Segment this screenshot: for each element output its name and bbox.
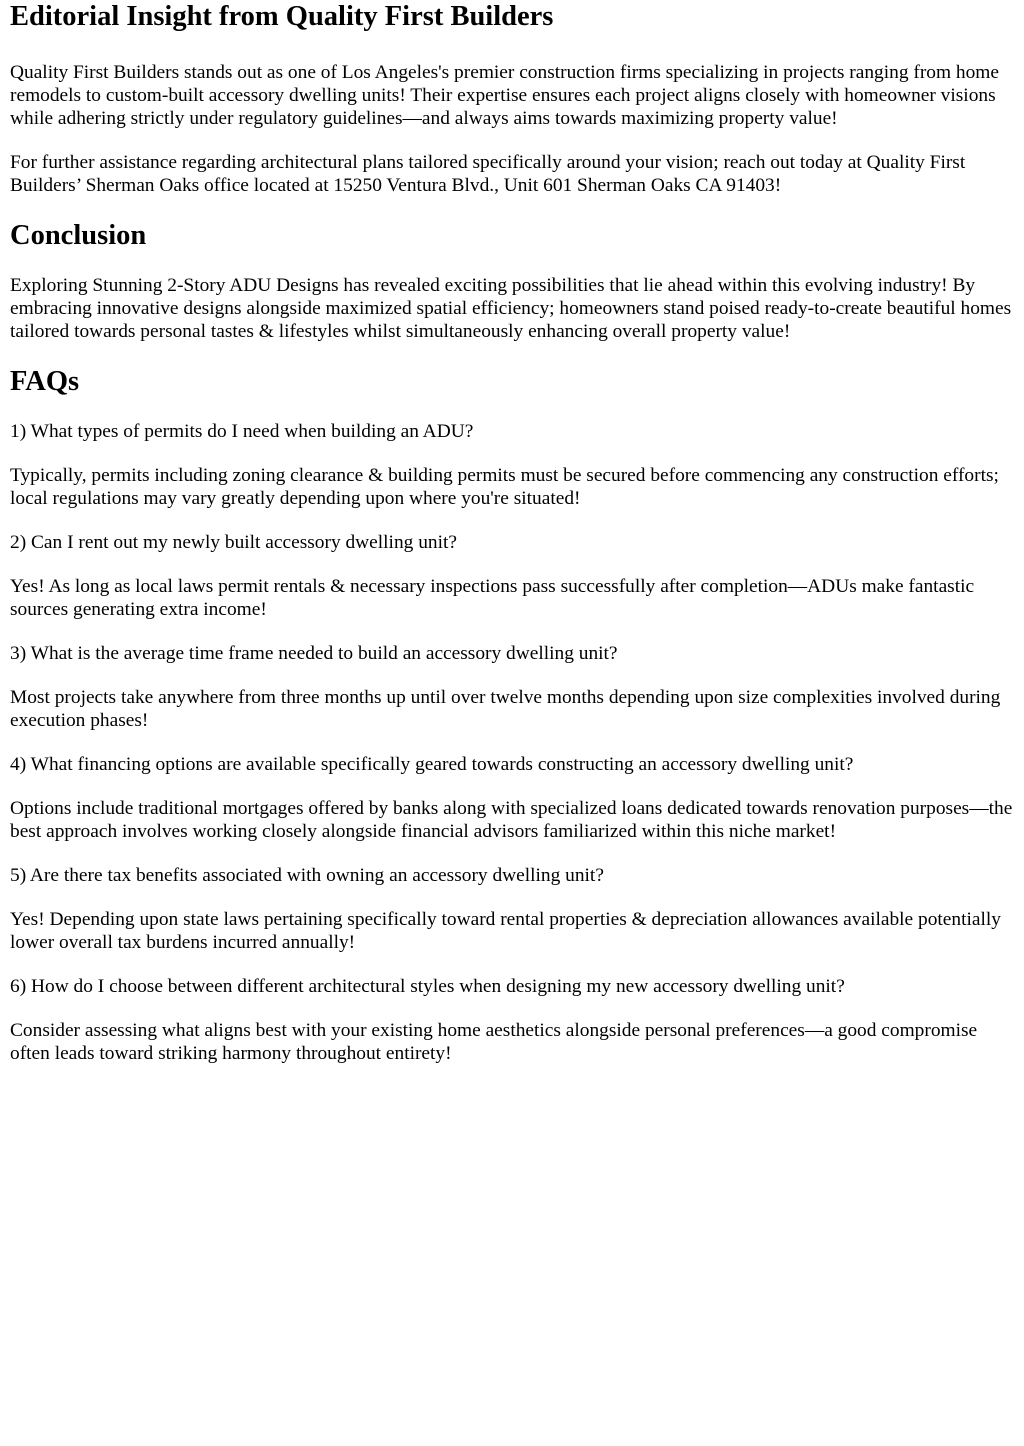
faqs-heading: FAQs	[10, 366, 80, 397]
faq-list	[10, 420, 1014, 1065]
faq-question: 2) Can I rent out my newly built accessory dwelling unit?	[10, 532, 457, 553]
faq-answer: Yes! Depending upon state laws pertaining specifically toward rental properties & depreciation allowances available potentially lower overall tax burdens incurred annually!	[10, 909, 1001, 953]
faq-item	[10, 420, 1014, 510]
faq-answer: Yes! As long as local laws permit rentals & necessary inspections pass successfully after completion—ADUs make fantastic sources generating extra income!	[10, 576, 975, 620]
conclusion-paragraph: Exploring Stunning 2-Story ADU Designs has revealed exciting possibilities that lie ahead within this evolving industry! By embracing innovative designs alongside maximized spatial efficiency; homeowners stand poised ready-to-create beautiful homes tailored towards personal tastes & lifestyles whilst simultaneously enhancing overall property value!	[10, 275, 1012, 342]
faq-item	[10, 642, 1014, 732]
faq-question: 4) What financing options are available specifically geared towards constructing an accessory dwelling unit?	[10, 754, 854, 775]
faq-answer: Most projects take anywhere from three months up until over twelve months depending upon size complexities involved during execution phases!	[10, 687, 1001, 731]
conclusion-heading: Conclusion	[10, 220, 147, 251]
faq-question: 6) How do I choose between different architectural styles when designing my new accessory dwelling unit?	[10, 976, 845, 997]
faq-question: 5) Are there tax benefits associated with owning an accessory dwelling unit?	[10, 865, 604, 886]
faq-answer: Consider assessing what aligns best with your existing home aesthetics alongside personal preferences—a good compromise often leads toward striking harmony throughout entirety!	[10, 1020, 978, 1064]
faq-question: 3) What is the average time frame needed to build an accessory dwelling unit?	[10, 643, 618, 664]
contact-paragraph: For further assistance regarding architectural plans tailored specifically around your vision; reach out today at Quality First Builders’ Sherman Oaks office located at 15250 Ventura Blvd., Unit 601 Sherman Oaks CA 91403!	[10, 152, 966, 196]
faq-item	[10, 531, 1014, 621]
faq-answer: Typically, permits including zoning clearance & building permits must be secured before commencing any construction efforts; local regulations may vary greatly depending upon where you're situated!	[10, 465, 999, 509]
page-title: Editorial Insight from Quality First Builders	[10, 1, 554, 32]
intro-paragraph: Quality First Builders stands out as one of Los Angeles's premier construction firms specializing in projects ranging from home remodels to custom-built accessory dwelling units! Their expertise ensures each project aligns closely with homeowner visions while adhering strictly under regulatory guidelines—and always aims towards maximizing property value!	[10, 62, 999, 129]
faq-item	[10, 864, 1014, 954]
faq-answer: Options include traditional mortgages offered by banks along with specialized loans dedicated towards renovation purposes—the best approach involves working closely alongside financial advisors familiarized within this niche market!	[10, 798, 1013, 842]
faq-question: 1) What types of permits do I need when building an ADU?	[10, 421, 474, 442]
faq-item	[10, 753, 1014, 843]
faq-item	[10, 975, 1014, 1065]
